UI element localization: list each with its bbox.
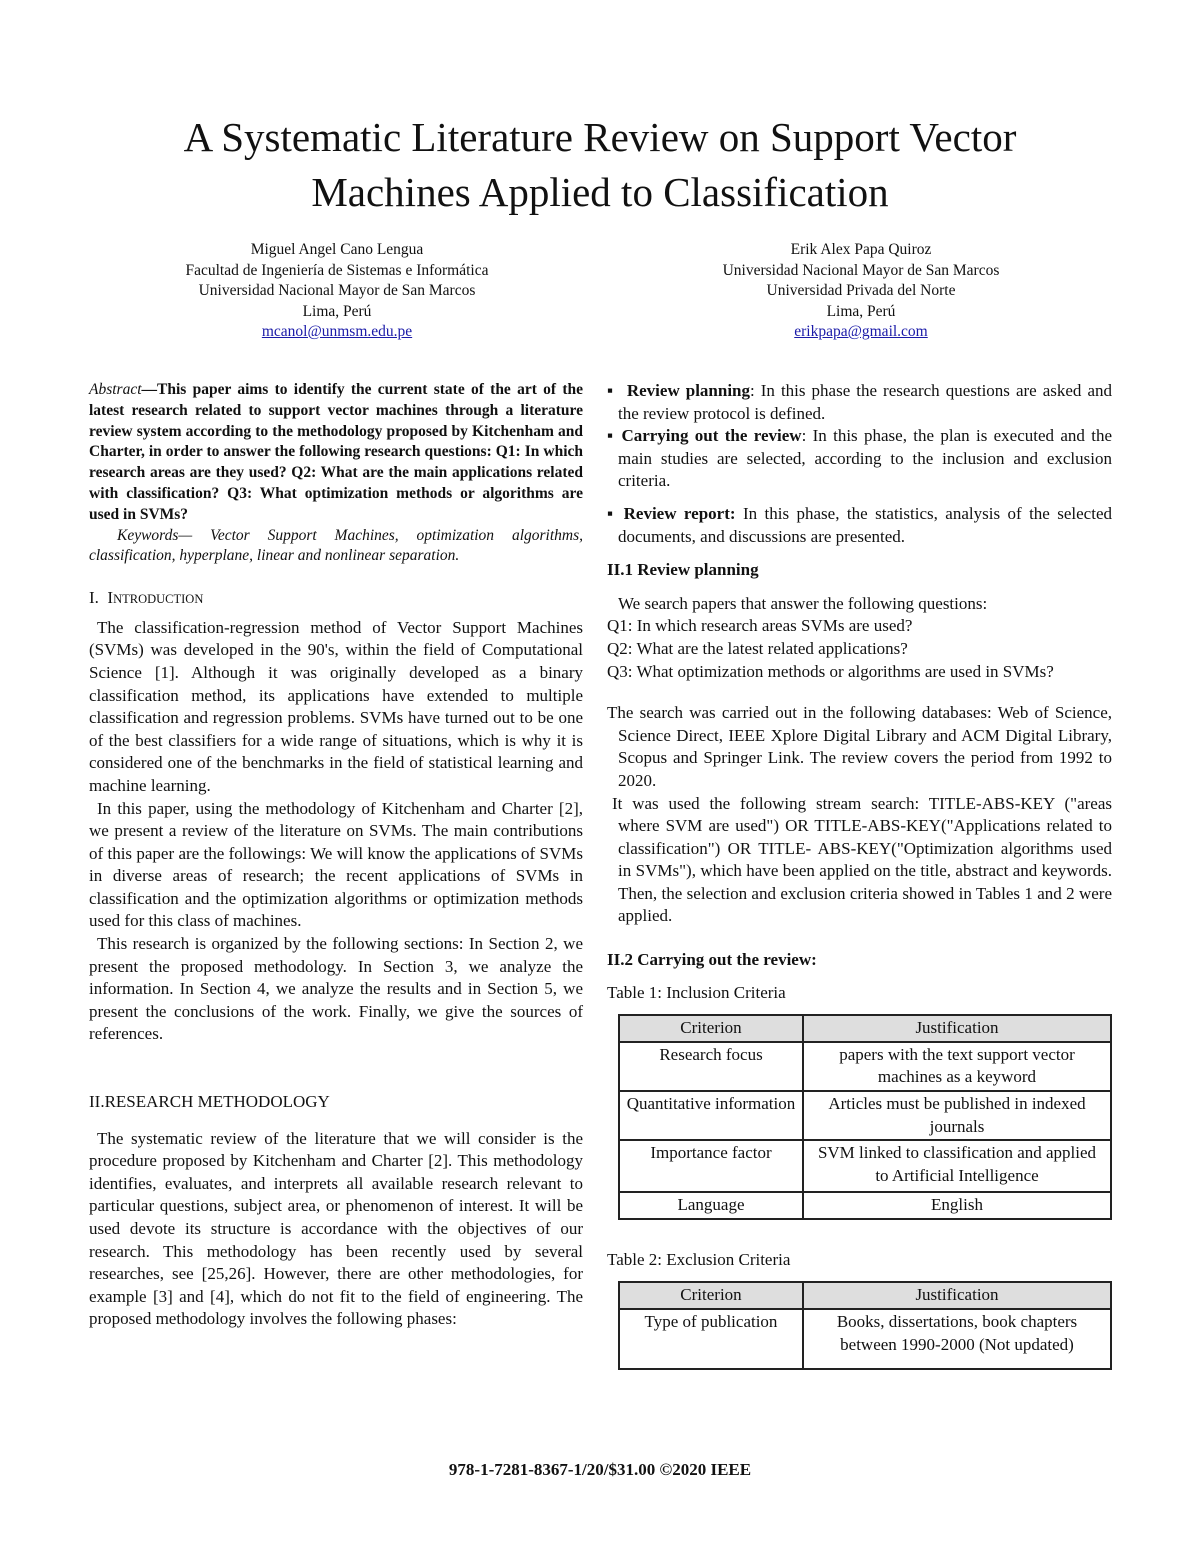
table-cell: Books, dissertations, book chapters between 1990-2000 (Not updated)	[803, 1309, 1111, 1369]
section-heading-introduction: I. INTRODUCTION	[89, 588, 204, 608]
table-header-cell: Justification	[803, 1015, 1111, 1042]
table-header-cell: Justification	[803, 1282, 1111, 1309]
subsection-heading-review-planning: II.1 Review planning	[607, 560, 759, 580]
table-header-cell: Criterion	[619, 1282, 803, 1309]
phase-item: ▪ Review report: In this phase, the statistics, analysis of the selected documents, and discussions are presented.	[607, 503, 1112, 546]
question-item: Q3: What optimization methods or algorithms are used in SVMs?	[607, 661, 1054, 681]
paper-title	[0, 110, 1200, 220]
author-name: Miguel Angel Cano Lengua	[250, 241, 424, 258]
table-cell: Type of publication	[619, 1309, 803, 1369]
phase-item: ▪ Carrying out the review: In this phase, the plan is executed and the main studies are selected, according to the inclusion and exclusion criteria.	[607, 426, 1113, 491]
author-affiliation: Universidad Nacional Mayor de San Marcos	[198, 282, 476, 299]
section-heading-methodology: II.RESEARCH METHODOLOGY	[89, 1092, 330, 1112]
table-header-cell: Criterion	[619, 1015, 803, 1042]
table-row	[619, 1309, 1111, 1369]
table-row	[619, 1042, 1111, 1091]
table-row	[619, 1192, 1111, 1219]
table-cell: Importance factor	[619, 1140, 803, 1192]
right-column	[607, 380, 1112, 1370]
table-caption: Table 1: Inclusion Criteria	[607, 982, 786, 1002]
paragraph: The search was carried out in the following databases: Web of Science, Science Direct, IEEE Xplore Digital Library and ACM Digital Library, Scopus and Springer Link. The review covers the period from 1992 to 2020.	[607, 703, 1112, 790]
table-cell: Research focus	[619, 1042, 803, 1091]
paragraph: In this paper, using the methodology of Kitchenham and Charter [2], we present a review of the literature on SVMs. The main contributions of this paper are the followings: We will know the applications of SVMs in diverse areas of research; the recent applications of SVMs in classification and the optimization algorithms or optimization methods used for this class of machines.	[89, 798, 583, 931]
title-line-1: A Systematic Literature Review on Support Vector	[183, 114, 1017, 160]
abstract	[89, 380, 583, 526]
table-cell: Quantitative information	[619, 1091, 803, 1140]
table-cell: papers with the text support vector machines as a keyword	[803, 1042, 1111, 1091]
author-affiliation: Facultad de Ingeniería de Sistemas e Informática	[185, 261, 489, 279]
question-item: Q1: In which research areas SVMs are used?	[607, 616, 913, 636]
table-cell: SVM linked to classification and applied to Artificial Intelligence	[803, 1140, 1111, 1192]
left-column	[89, 380, 583, 1331]
author-name: Erik Alex Papa Quiroz	[790, 241, 932, 258]
question-item: Q2: What are the latest related applications?	[607, 638, 908, 658]
paragraph: The classification-regression method of Vector Support Machines (SVMs) was developed in the 90's, within the field of Computational Science [1]. Although it was originally developed as a binary classification method, its applications have extended to multiple classification and regression problems. SVMs have turned out to be one of the best classifiers for a wide range of situations, which is why it is considered one of the benchmarks in the field of statistical learning and machine learning.	[89, 617, 583, 795]
questions-intro: We search papers that answer the following questions:	[618, 593, 988, 613]
author-location: Lima, Perú	[826, 302, 896, 320]
table-row	[619, 1091, 1111, 1140]
author-email-link[interactable]: mcanol@unmsm.edu.pe	[261, 323, 413, 340]
abstract-text: —This paper aims to identify the current state of the art of the latest research related to support vector machines through a literature review system according to the methodology proposed by Kitchenham and Charter, in order to answer the following research questions: Q1: In which research areas are they used? Q2: What are the main applications related with classification? Q3: What optimization methods or algorithms are used in SVMs?	[89, 381, 583, 523]
table-row	[619, 1140, 1111, 1192]
author-email-link[interactable]: erikpapa@gmail.com	[794, 323, 928, 340]
table-cell: Articles must be published in indexed journals	[803, 1091, 1111, 1140]
research-questions	[607, 593, 1112, 683]
phase-item: ▪ Review planning: In this phase the research questions are asked and the review protocol is defined.	[607, 381, 1112, 423]
abstract-label: Abstract	[89, 381, 142, 398]
paragraph: It was used the following stream search: TITLE-ABS-KEY ("areas where SVM are used") OR TITLE-ABS-KEY("Applications related to classification") OR TITLE- ABS-KEY("Optimization algorithms used in SVMs"), which have been applied on the title, abstract and keywords. Then, the selection and exclusion criteria showed in Tables 1 and 2 were applied.	[612, 793, 1112, 926]
subsection-heading-carrying-out: II.2 Carrying out the review:	[607, 950, 817, 970]
exclusion-criteria-table	[618, 1281, 1112, 1370]
author-location: Lima, Perú	[302, 302, 372, 320]
keywords: Keywords— Vector Support Machines, optimization algorithms, classification, hyperplane, linear and nonlinear separation.	[89, 526, 583, 565]
table-cell: Language	[619, 1192, 803, 1219]
table-caption: Table 2: Exclusion Criteria	[607, 1249, 791, 1269]
author-block-1	[137, 240, 537, 343]
copyright-footer: 978-1-7281-8367-1/20/$31.00 ©2020 IEEE	[448, 1460, 752, 1479]
paragraph: This research is organized by the following sections: In Section 2, we present the proposed methodology. In Section 3, we analyze the information. In Section 4, we analyze the results and in Section 5, we present the conclusions of the work. Finally, we give the sources of references.	[89, 934, 583, 1044]
title-line-2: Machines Applied to Classification	[311, 169, 889, 215]
table-cell: English	[803, 1192, 1111, 1219]
inclusion-criteria-table	[618, 1014, 1112, 1220]
paragraph: The systematic review of the literature that we will consider is the procedure proposed by Kitchenham and Charter [2]. This methodology identifies, evaluates, and interprets all available research relevant to particular questions, subject area, or phenomenon of interest. It will be used devote its structure is accordance with the objectives of our research. This methodology has been recently used by several researches, see [25,26]. However, there are other methodologies, for example [3] and [4], which do not fit to the field of engineering. The proposed methodology involves the following phases:	[89, 1128, 583, 1329]
author-affiliation: Universidad Privada del Norte	[766, 282, 956, 299]
author-affiliation: Universidad Nacional Mayor de San Marcos	[722, 261, 1000, 279]
author-block-2	[661, 240, 1061, 343]
